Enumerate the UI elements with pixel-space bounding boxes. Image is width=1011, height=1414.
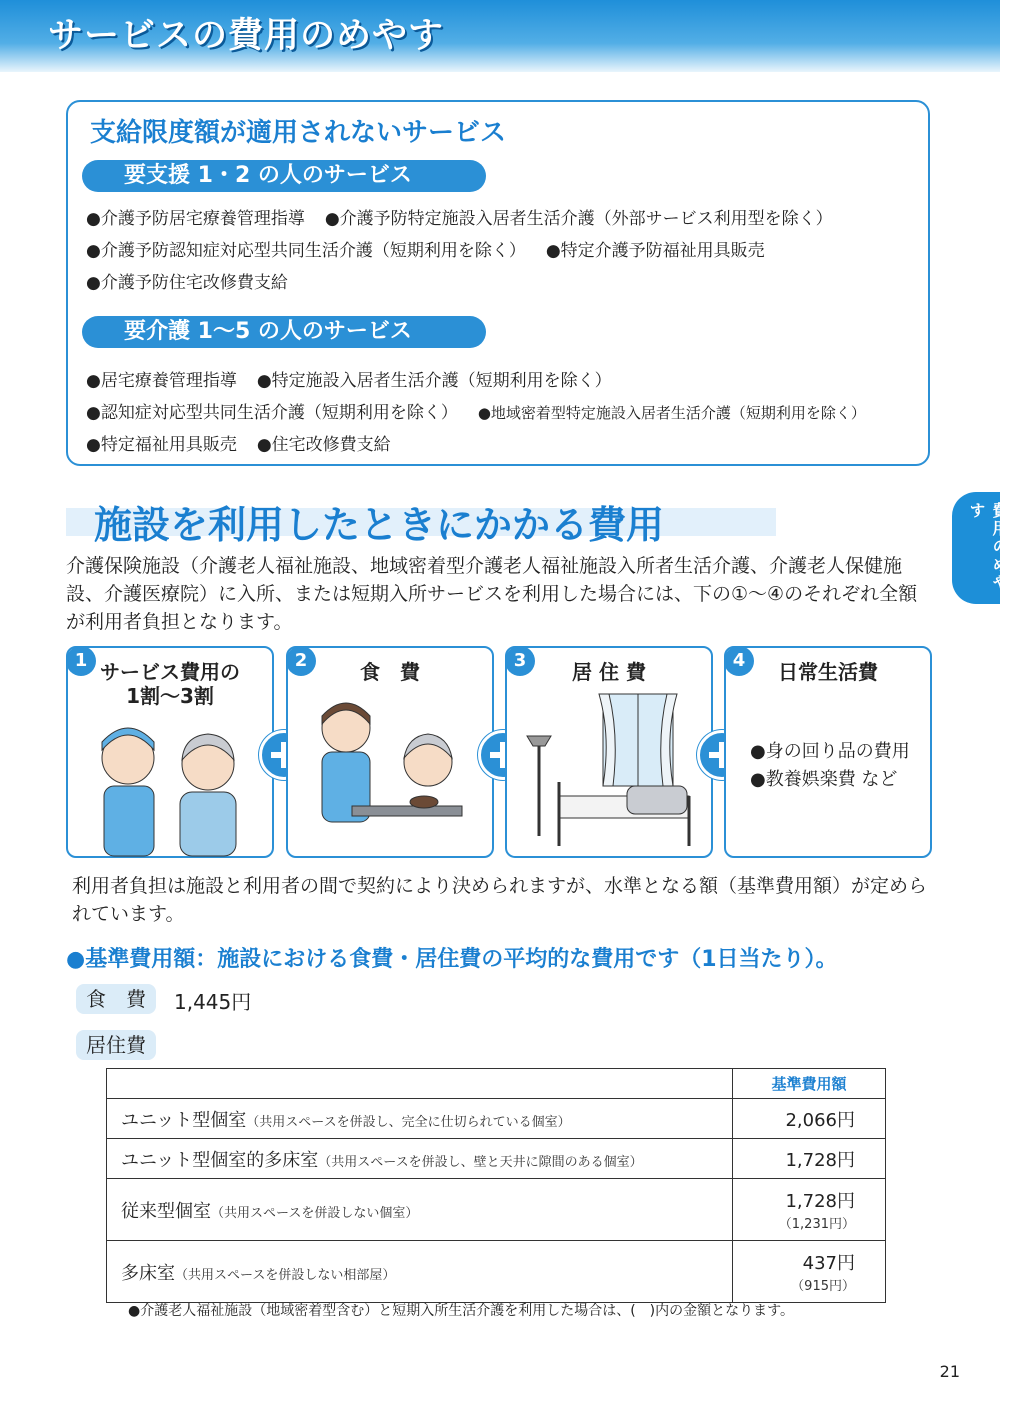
support-level-label: 要支援 1・2 の人のサービス — [82, 160, 486, 192]
cost-card-daily — [724, 646, 932, 858]
amount: 2,066円 — [785, 1109, 855, 1131]
service-item: ●特定介護予防福祉用具販売 — [545, 241, 765, 261]
service-item: ●認知症対応型共同生活介護（短期利用を除く） — [86, 403, 458, 423]
service-item: ●居宅療養管理指導 — [86, 371, 237, 391]
amount-cell — [733, 1241, 886, 1303]
room-type-note: （共用スペースを併設し、完全に仕切られている個室） — [246, 1114, 571, 1130]
service-item: ●特定施設入居者生活介護（短期利用を除く） — [256, 371, 612, 391]
service-item: ●介護予防住宅改修費支給 — [86, 273, 288, 293]
room-type-cell — [107, 1179, 733, 1241]
amount-cell — [733, 1179, 886, 1241]
cost-card-food — [286, 646, 494, 858]
room-type-note: （共用スペースを併設しない個室） — [211, 1205, 419, 1221]
room-type-cell — [107, 1139, 733, 1179]
food-label: 食 費 — [76, 984, 156, 1014]
amount-cell — [733, 1099, 886, 1139]
care-service-line — [86, 430, 411, 455]
table-row — [107, 1179, 886, 1241]
number-badge: 1 — [66, 646, 96, 676]
daily-item: ●身の回り品の費用 — [750, 741, 910, 762]
care-level-label: 要介護 1〜5 の人のサービス — [82, 316, 486, 348]
table-row — [107, 1139, 886, 1179]
support-service-line — [86, 236, 785, 261]
bed-illustration — [507, 686, 711, 856]
facility-cost-heading — [66, 494, 776, 546]
side-index-label: 費用のめやす — [967, 502, 1009, 592]
exempt-services-title: 支給限度額が適用されないサービス — [90, 118, 507, 148]
page-header — [0, 0, 1000, 72]
service-item: ●介護予防居宅療養管理指導 — [86, 209, 305, 229]
number-badge: 2 — [286, 646, 316, 676]
support-service-line — [86, 268, 308, 293]
support-service-line — [86, 204, 853, 229]
care-service-line — [86, 366, 632, 391]
caregiver-illustration — [68, 706, 272, 856]
table-header-blank — [107, 1069, 733, 1099]
room-type-note: （共用スペースを併設し、壁と天井に隙間のある個室） — [318, 1154, 643, 1170]
number-badge: 3 — [505, 646, 535, 676]
table-header-cell: 基準費用額 — [733, 1069, 886, 1099]
amount-sub: （915円） — [791, 1279, 855, 1294]
card-title-line: サービス費用の — [100, 660, 240, 684]
care-service-line — [86, 398, 886, 423]
card-title: 日常生活費 — [778, 660, 878, 684]
food-value: 1,445円 — [174, 990, 252, 1014]
amount-cell — [733, 1139, 886, 1179]
amount-sub: （1,231円） — [778, 1217, 855, 1232]
burden-paragraph: 利用者負担は施設と利用者の間で契約により決められますが、水準となる額（基準費用額）が定められています。 — [72, 875, 928, 925]
room-type: ユニット型個室的多床室 — [121, 1149, 319, 1171]
number-badge: 4 — [724, 646, 754, 676]
housing-cost-table — [106, 1068, 886, 1303]
table-header-row — [107, 1069, 886, 1099]
meal-illustration — [288, 686, 492, 856]
cost-card-housing — [505, 646, 713, 858]
service-item: ●介護予防特定施設入居者生活介護（外部サービス利用型を除く） — [324, 209, 833, 229]
facility-cost-title: 施設を利用したときにかかる費用 — [94, 503, 665, 547]
room-type-cell — [107, 1099, 733, 1139]
room-type-note: （共用スペースを併設しない相部屋） — [175, 1267, 396, 1283]
exempt-services-box — [66, 100, 930, 466]
service-item: ●特定福祉用具販売 — [86, 435, 237, 455]
card-title: 居 住 費 — [572, 660, 646, 684]
table-row — [107, 1241, 886, 1303]
cost-card-service — [66, 646, 274, 858]
standard-cost-heading: ●基準費用額：施設における食費・居住費の平均的な費用です（1日当たり）。 — [66, 947, 838, 972]
room-type: 多床室 — [121, 1262, 175, 1284]
card-title: 食 費 — [360, 660, 420, 684]
service-item: ●住宅改修費支給 — [256, 435, 391, 455]
card-title — [68, 660, 272, 708]
card-title-line: 1割〜3割 — [126, 684, 214, 708]
housing-label: 居住費 — [76, 1030, 156, 1060]
intro-paragraph: 介護保険施設（介護老人福祉施設、地域密着型介護老人福祉施設入所者生活介護、介護老人保健施設、介護医療院）に入所、または短期入所サービスを利用した場合には、下の①〜④のそれぞれ全額が利用者負担となります。 — [66, 555, 918, 633]
room-type: 従来型個室 — [121, 1200, 211, 1222]
table-row — [107, 1099, 886, 1139]
daily-item: ●教養娯楽費 など — [750, 769, 898, 790]
table-footnote: ●介護老人福祉施設（地域密着型含む）と短期入所生活介護を利用した場合は、( )内の金額となります。 — [128, 1303, 795, 1319]
page-title: サービスの費用のめやす — [48, 16, 445, 56]
room-type: ユニット型個室 — [121, 1109, 247, 1131]
room-type-cell — [107, 1241, 733, 1303]
service-item: ●地域密着型特定施設入居者生活介護（短期利用を除く） — [477, 404, 866, 422]
page-number: 21 — [939, 1362, 960, 1381]
amount: 437円 — [802, 1253, 855, 1274]
service-item: ●介護予防認知症対応型共同生活介護（短期利用を除く） — [86, 241, 526, 261]
daily-items — [750, 738, 910, 794]
amount: 1,728円 — [785, 1149, 855, 1171]
amount: 1,728円 — [785, 1191, 855, 1212]
side-index-tab[interactable] — [952, 492, 1009, 604]
